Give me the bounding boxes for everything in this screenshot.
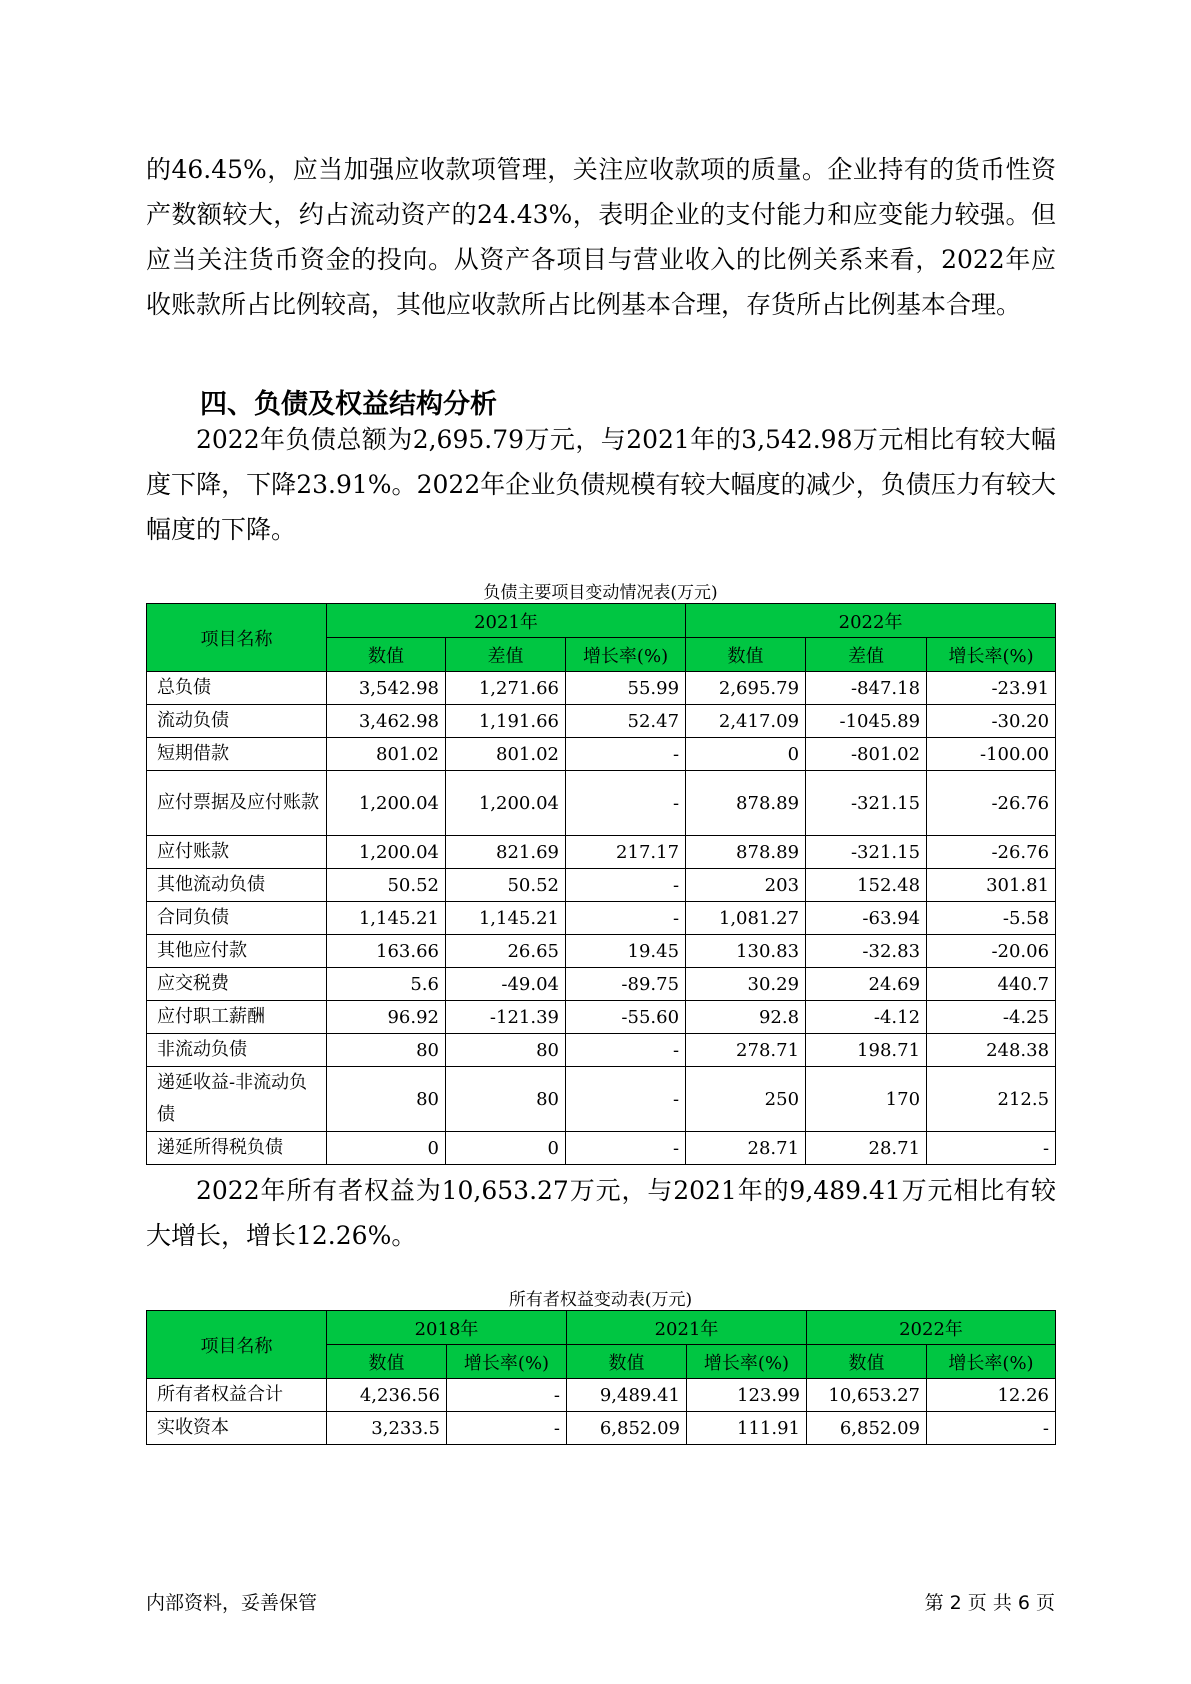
table-cell: -30.20 — [927, 705, 1056, 738]
sub-header-growth-rate: 增长率(%) — [927, 638, 1056, 672]
table-row — [147, 935, 1056, 968]
table-cell: -49.04 — [446, 968, 566, 1001]
row-item-name: 应交税费 — [147, 968, 327, 1001]
table-cell: -5.58 — [927, 902, 1056, 935]
table-row — [147, 1001, 1056, 1034]
table-cell: 30.29 — [686, 968, 806, 1001]
table-cell: 4,236.56 — [327, 1379, 447, 1412]
paragraph-liability-summary: 2022年负债总额为2,695.79万元，与2021年的3,542.98万元相比有较大幅度下降，下降23.91%。2022年企业负债规模有较大幅度的减少，负债压力有较大幅度的下降。 — [146, 425, 1056, 544]
liability-table-caption: 负债主要项目变动情况表(万元) — [483, 583, 718, 603]
table-cell: 878.89 — [686, 836, 806, 869]
table-row — [147, 1379, 1056, 1412]
col-header-year-2021: 2021年 — [327, 604, 686, 638]
table-row — [147, 672, 1056, 705]
table-cell: 1,200.04 — [327, 771, 446, 836]
table-cell: 92.8 — [686, 1001, 806, 1034]
table-cell: - — [447, 1412, 567, 1445]
sub-header-growth-rate: 增长率(%) — [927, 1345, 1056, 1379]
row-item-name: 应付账款 — [147, 836, 327, 869]
col-header-item-name: 项目名称 — [147, 1311, 327, 1379]
sub-header-value: 数值 — [327, 638, 446, 672]
table-cell: 24.69 — [806, 968, 927, 1001]
table-cell: 1,081.27 — [686, 902, 806, 935]
row-item-name: 其他应付款 — [147, 935, 327, 968]
table-cell: 10,653.27 — [807, 1379, 927, 1412]
row-item-name: 实收资本 — [147, 1412, 327, 1445]
table-cell: 198.71 — [806, 1034, 927, 1067]
sub-header-growth-rate: 增长率(%) — [566, 638, 686, 672]
equity-table-caption: 所有者权益变动表(万元) — [508, 1290, 693, 1310]
row-item-name: 所有者权益合计 — [147, 1379, 327, 1412]
footer-page-number: 第 2 页 共 6 页 — [924, 1592, 1055, 1614]
table-cell: 130.83 — [686, 935, 806, 968]
col-header-year-2021: 2021年 — [567, 1311, 807, 1345]
table-cell: 0 — [446, 1132, 566, 1165]
table-cell: -55.60 — [566, 1001, 686, 1034]
sub-header-value: 数值 — [567, 1345, 687, 1379]
table-cell: 0 — [686, 738, 806, 771]
sub-header-difference: 差值 — [446, 638, 566, 672]
table-cell: -26.76 — [927, 836, 1056, 869]
table-cell: 80 — [327, 1067, 446, 1132]
table-cell: - — [566, 1034, 686, 1067]
col-header-year-2022: 2022年 — [807, 1311, 1056, 1345]
table-cell: 80 — [446, 1067, 566, 1132]
row-item-name: 递延所得税负债 — [147, 1132, 327, 1165]
sub-header-value: 数值 — [686, 638, 806, 672]
row-item-name: 递延收益-非流动负债 — [147, 1067, 327, 1132]
table-cell: 801.02 — [446, 738, 566, 771]
table-cell: -26.76 — [927, 771, 1056, 836]
table-cell: 80 — [446, 1034, 566, 1067]
table-cell: -1045.89 — [806, 705, 927, 738]
col-header-year-2018: 2018年 — [327, 1311, 567, 1345]
table-cell: 9,489.41 — [567, 1379, 687, 1412]
row-item-name: 应付票据及应付账款 — [147, 771, 327, 836]
section-heading: 四、负债及权益结构分析 — [200, 389, 497, 420]
table-cell: 3,462.98 — [327, 705, 446, 738]
row-item-name: 合同负债 — [147, 902, 327, 935]
sub-header-value: 数值 — [807, 1345, 927, 1379]
paragraph-asset-analysis: 的46.45%，应当加强应收款项管理，关注应收款项的质量。企业持有的货币性资产数额较大，约占流动资产的24.43%，表明企业的支付能力和应变能力较强。但应当关注货币资金的投向。从资产各项目与营业收入的比例关系来看，2022年应收账款所占比例较高，其他应收款所占比例基本合理，存货所占比例基本合理。 — [146, 155, 1056, 319]
table-cell: -321.15 — [806, 836, 927, 869]
table-cell: 1,200.04 — [327, 836, 446, 869]
table-row — [147, 705, 1056, 738]
table-cell: - — [566, 1132, 686, 1165]
table-cell: 19.45 — [566, 935, 686, 968]
table-cell: -847.18 — [806, 672, 927, 705]
table-cell: - — [566, 902, 686, 935]
table-row — [147, 968, 1056, 1001]
table-row — [147, 1132, 1056, 1165]
table-cell: - — [566, 1067, 686, 1132]
table-cell: - — [927, 1132, 1056, 1165]
table-cell: 80 — [327, 1034, 446, 1067]
table-cell: 28.71 — [686, 1132, 806, 1165]
table-cell: 2,417.09 — [686, 705, 806, 738]
sub-header-growth-rate: 增长率(%) — [687, 1345, 807, 1379]
table-cell: 878.89 — [686, 771, 806, 836]
table-cell: -321.15 — [806, 771, 927, 836]
table-cell: 163.66 — [327, 935, 446, 968]
table-cell: 440.7 — [927, 968, 1056, 1001]
table-cell: 1,145.21 — [446, 902, 566, 935]
table-cell: -20.06 — [927, 935, 1056, 968]
table-cell: - — [566, 771, 686, 836]
col-header-year-2022: 2022年 — [686, 604, 1056, 638]
table-cell: 12.26 — [927, 1379, 1056, 1412]
table-row — [147, 869, 1056, 902]
row-item-name: 其他流动负债 — [147, 869, 327, 902]
table-cell: 96.92 — [327, 1001, 446, 1034]
table-cell: 217.17 — [566, 836, 686, 869]
table-cell: 248.38 — [927, 1034, 1056, 1067]
col-header-item-name: 项目名称 — [147, 604, 327, 672]
table-cell: 1,191.66 — [446, 705, 566, 738]
table-cell: 1,145.21 — [327, 902, 446, 935]
row-item-name: 非流动负债 — [147, 1034, 327, 1067]
table-cell: 123.99 — [687, 1379, 807, 1412]
footer-confidential-note: 内部资料，妥善保管 — [146, 1592, 318, 1614]
table-cell: 212.5 — [927, 1067, 1056, 1132]
table-cell: -63.94 — [806, 902, 927, 935]
sub-header-difference: 差值 — [806, 638, 927, 672]
table-cell: 6,852.09 — [567, 1412, 687, 1445]
table-cell: 1,271.66 — [446, 672, 566, 705]
table-cell: 0 — [327, 1132, 446, 1165]
row-item-name: 应付职工薪酬 — [147, 1001, 327, 1034]
row-item-name: 短期借款 — [147, 738, 327, 771]
table-row — [147, 902, 1056, 935]
table-row — [147, 1034, 1056, 1067]
table-cell: 821.69 — [446, 836, 566, 869]
table-cell: 170 — [806, 1067, 927, 1132]
table-row — [147, 771, 1056, 836]
table-cell: -23.91 — [927, 672, 1056, 705]
table-cell: 250 — [686, 1067, 806, 1132]
table-row — [147, 1067, 1056, 1132]
sub-header-value: 数值 — [327, 1345, 447, 1379]
table-cell: 203 — [686, 869, 806, 902]
paragraph-equity-summary: 2022年所有者权益为10,653.27万元，与2021年的9,489.41万元相比有较大增长，增长12.26%。 — [146, 1176, 1056, 1250]
table-cell: - — [566, 738, 686, 771]
row-item-name: 流动负债 — [147, 705, 327, 738]
table-cell: -89.75 — [566, 968, 686, 1001]
table-cell: 801.02 — [327, 738, 446, 771]
table-cell: - — [447, 1379, 567, 1412]
table-cell: 26.65 — [446, 935, 566, 968]
liability-table — [146, 603, 1056, 1165]
table-cell: 1,200.04 — [446, 771, 566, 836]
table-cell: 28.71 — [806, 1132, 927, 1165]
table-cell: 111.91 — [687, 1412, 807, 1445]
table-cell: 152.48 — [806, 869, 927, 902]
table-cell: - — [927, 1412, 1056, 1445]
table-cell: 301.81 — [927, 869, 1056, 902]
table-row — [147, 738, 1056, 771]
table-cell: 52.47 — [566, 705, 686, 738]
table-row — [147, 836, 1056, 869]
table-cell: 3,233.5 — [327, 1412, 447, 1445]
table-cell: -801.02 — [806, 738, 927, 771]
table-cell: 3,542.98 — [327, 672, 446, 705]
sub-header-growth-rate: 增长率(%) — [447, 1345, 567, 1379]
row-item-name: 总负债 — [147, 672, 327, 705]
table-cell: -32.83 — [806, 935, 927, 968]
table-cell: -100.00 — [927, 738, 1056, 771]
table-cell: 5.6 — [327, 968, 446, 1001]
table-cell: 50.52 — [446, 869, 566, 902]
table-cell: 6,852.09 — [807, 1412, 927, 1445]
table-cell: 50.52 — [327, 869, 446, 902]
table-cell: - — [566, 869, 686, 902]
table-cell: -4.25 — [927, 1001, 1056, 1034]
equity-table — [146, 1310, 1056, 1445]
table-cell: -121.39 — [446, 1001, 566, 1034]
table-row — [147, 1412, 1056, 1445]
table-cell: -4.12 — [806, 1001, 927, 1034]
table-cell: 2,695.79 — [686, 672, 806, 705]
table-cell: 55.99 — [566, 672, 686, 705]
table-cell: 278.71 — [686, 1034, 806, 1067]
